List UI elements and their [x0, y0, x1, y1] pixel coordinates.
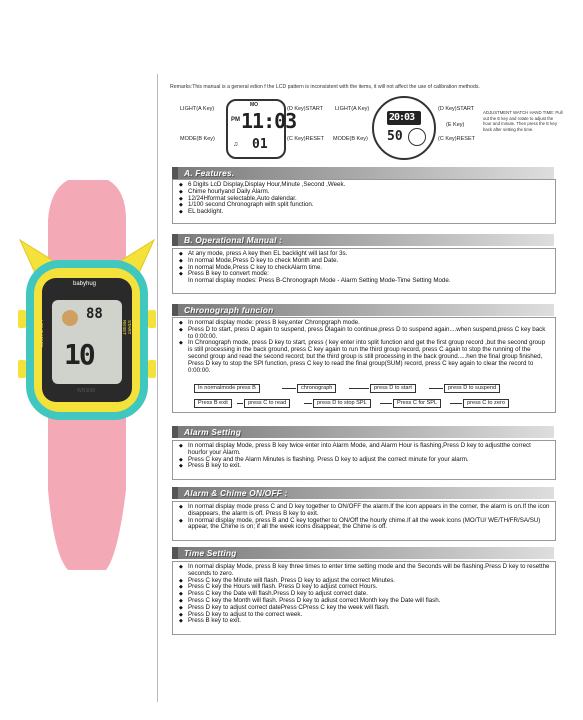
section-chronograph [172, 317, 556, 413]
list-item: ◆ 6 Digits LcD Display,Display Hour,Minute ,Second ,Week. [179, 182, 551, 189]
flow-box-5: Press B exit [194, 399, 232, 408]
watch-digits-main: 10 [64, 338, 94, 371]
list-item: ◆ Press C key and the Alarm Minutes is flashing. Press D key to adjust the correct minute for your alarm. [179, 457, 551, 464]
watch-wr: WR30M [77, 388, 96, 394]
section-alarm [172, 440, 556, 480]
adjustment-note: ADJUSTMENT WATCH HAND TIME: Pull out the E key and rotate to adjust the hour and minute. Then press the E key back after setting the time. [483, 110, 563, 132]
list-item: ◆ Press B key to exit. [179, 618, 551, 625]
section-title-chime: Alarm & Chime ON/OFF : [184, 488, 288, 498]
flow-box-8: Press C for SPL [393, 399, 441, 408]
list-item: ◆ In normal display mode, press B and C key together to ON/Off the hourly chime.If all the week icons (MO/TU/ WE/TH/FR/SA/SU) appear, the Chime is on; if all the week icons disappear, the Chime is off. [179, 518, 551, 532]
section-band-time [172, 547, 554, 559]
list-item: ◆ Press C key the Minute will flash. Press D key to adjust the correct Minutes. [179, 578, 551, 585]
section-operational [172, 248, 556, 294]
lcd1-day: MO [250, 102, 259, 108]
lcd1-time: 11:03 [241, 109, 297, 133]
label-light-a-2: LIGHT(A Key) [335, 106, 370, 112]
list-item: ◆ In normal display Mode, press B key twice enter into Alarm Mode, and Alarm Hour is flashing,Press D key to adjustthe correct hourfor your Alarm. [179, 443, 551, 457]
list-item: ◆ In normal display Mode, press B key three times to enter time setting mode and the Seconds will be flashing.Press D key to resetthe seconds to zero. [179, 564, 551, 578]
lcd1-pm: PM [231, 117, 240, 123]
lcd1-seconds: 01 [252, 137, 268, 152]
flow-box-7: press D to stop SPL [313, 399, 371, 408]
section-title-chronograph: Chronograph funcion [184, 305, 274, 315]
list-item: ◆ In normal Mode,Press D key to check Month and Date. [179, 258, 551, 265]
watch-light-label: LIGHT MODE [39, 320, 44, 348]
section-title-time: Time Setting [184, 548, 237, 558]
flow-box-6: press C to read [244, 399, 290, 408]
lcd-square-diagram [226, 99, 297, 159]
label-mode-b-2: MODE(B Key) [333, 136, 368, 142]
lcd-round-diagram [372, 96, 436, 160]
list-item: ◆ 1/100 second Chronograph with split function. [179, 202, 551, 209]
section-band-chime [172, 487, 554, 499]
watch-digits-top: 88 [86, 306, 103, 322]
flow-box-1: In normalmode press B [194, 384, 260, 393]
label-light-a: LIGHT(A Key) [180, 106, 215, 112]
section-title-features: A. Features. [184, 168, 235, 178]
list-item: ◆ Press D key to adjust correct datePress CPress C key the week will flash. [179, 605, 551, 612]
label-e-key: (E Key) [446, 122, 465, 128]
section-band-features [172, 167, 554, 179]
list-item: ◆ Press B key to exit. [179, 463, 551, 470]
label-start-d-2: (D Key)START [438, 106, 475, 112]
list-item: ◆ In normal display mode press C and D key together to ON/OFF the alarm.If the icon appears in the corner, the alarm is on.If the icon disappears, the alarm is off. Press B key to exit. [179, 504, 551, 518]
label-reset-c-2: (C Key)RESET [438, 136, 475, 142]
list-item: ◆ Press C key the Date will flash.Press D key to adjust correct date. [179, 591, 551, 598]
section-chime [172, 501, 556, 541]
list-item: ◆ At any mode, press A key then EL backlight will last for 3s. [179, 251, 551, 258]
lcd2-time: 20:03 [389, 112, 415, 123]
section-features [172, 179, 556, 224]
section-band-chronograph [172, 304, 554, 316]
list-item: ◆ In normal display mode: press B key,enter Chronpgraph mode. [179, 320, 551, 327]
lcd-diagrams [170, 96, 570, 158]
remark-text: Remarks:This manual is a general edion f the LCD pattern is inconsistent with the items, it will not affect the use of calibration methods. [170, 84, 480, 90]
flow-box-3: press D to start [370, 384, 416, 393]
list-item: ◆ EL backlight. [179, 209, 551, 216]
watch-start-label: START RESET [122, 320, 132, 336]
section-band-operational [172, 234, 554, 246]
section-title-alarm: Alarm Setting [184, 427, 242, 437]
list-item: ◆ Chime hourlyand Daily Alarm. [179, 189, 551, 196]
dial-icon [408, 128, 426, 146]
list-item: ◆ Press C key the Month will flash. Press D key to adiust correct Month key the Date will flash. [179, 598, 551, 605]
label-start-d: (D Key)START [287, 106, 324, 112]
watch-brand: babyhug [73, 281, 97, 287]
list-item-continuation: In normal display modes: Press B-Chronograph Mode - Alarm Setting Mode-Time Setting Mode. [188, 277, 451, 285]
list-item: ◆ 12/24Hformat selectable,Auto dalendar. [179, 196, 551, 203]
watch-photo [8, 160, 158, 610]
flow-box-9: press C to zero [463, 399, 509, 408]
list-item: ◆ Press D to start, press D again to suspend, press Dlagain to continue,press D to suspend again....when suspend,press C key back to 0:00:00. [179, 327, 551, 341]
list-item: ◆ Press D key to adjust to the correct week. [179, 612, 551, 619]
list-item: ◆ Press C key the Hours will flash. Press D key to adjust correct Hours. [179, 584, 551, 591]
list-item: ◆ Press B key to convert mode: [179, 271, 551, 278]
flow-box-2: chronograph [297, 384, 336, 393]
list-item: ◆ In Chronograph mode, press D key to start, press ( key enter into split function and get the first group record ,but the second group is still processing in the back ground, press C key again to run the third group record, press C again to stop the running of the second group and read the second record; but the third group is still processing in the back ground.....hen the final group finished, Press D key to stop the SPl function, press C key to read the final group(SUM) record, press C key again to clear the record to 0:00:00. [179, 340, 551, 374]
label-reset-c: (C Key)RESET [287, 136, 324, 142]
label-mode-b: MODE(B Key) [180, 136, 215, 142]
section-band-alarm [172, 426, 554, 438]
flow-box-4: press D to suspend [444, 384, 500, 393]
bell-icon: ♫ [233, 141, 239, 148]
section-title-operational: B. Operational Manual : [184, 235, 283, 245]
list-item: ◆ In normal Mode,Press C key to checkAlarm time. [179, 265, 551, 272]
section-time [172, 561, 556, 635]
lcd2-seconds: 50 [387, 129, 403, 144]
